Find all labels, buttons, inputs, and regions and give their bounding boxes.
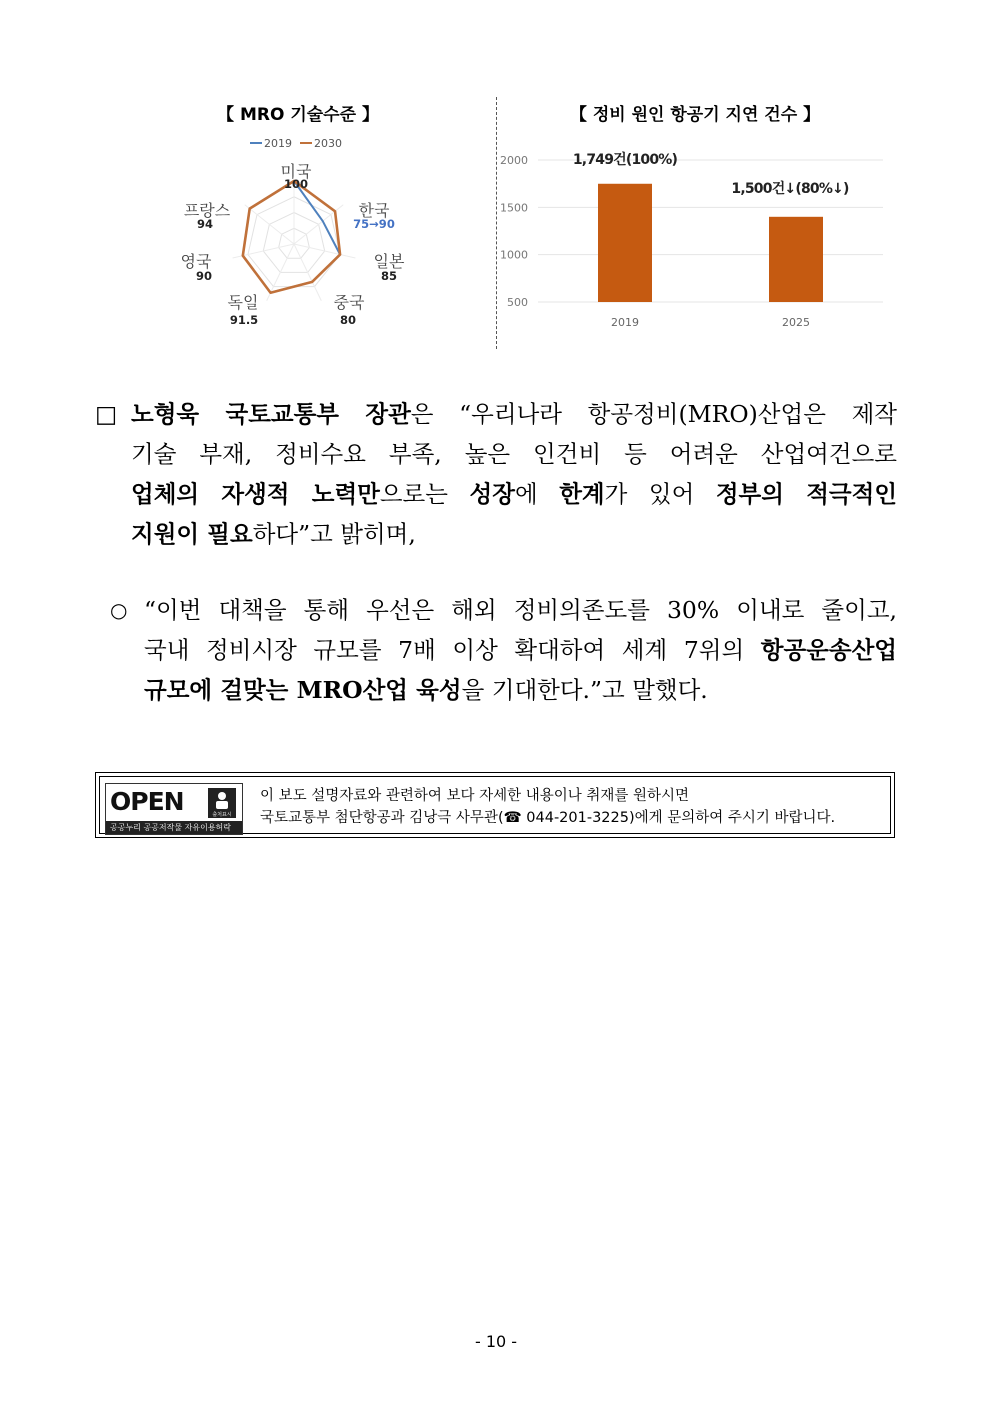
bar-2019 [598, 184, 652, 302]
y-tick-label: 1000 [500, 248, 528, 262]
p1-text: 으로는 [379, 480, 470, 508]
p1-bold-effort: 업체의 자생적 노력만 [131, 480, 380, 508]
p1-text: 가 있어 [604, 480, 716, 508]
x-tick-label-2019: 2019 [611, 316, 639, 329]
radar-value-label-4: 91.5 [229, 313, 259, 327]
bar-2025 [769, 217, 823, 302]
p2-line3-text: 을 기대한다.”고 말했다. [461, 676, 708, 704]
kogl-open-text: OPEN [110, 787, 184, 816]
radar-value-label-2: 85 [380, 269, 398, 283]
svg-text:출처표시: 출처표시 [212, 812, 232, 818]
kogl-license-bar: 공공누리 공공저작물 자유이용허락 [106, 821, 242, 834]
attribution-person-icon [208, 788, 236, 818]
p1-bold-growth: 성장 [469, 480, 515, 508]
bar-data-label-2025: 1,500건↓(80%↓) [731, 180, 849, 197]
contact-notice-box [95, 772, 895, 838]
radar-chart [170, 128, 430, 343]
notice-text [260, 785, 835, 829]
y-tick-label: 1500 [500, 201, 528, 215]
radar-axis-label-5: 영국 [180, 252, 212, 271]
radar-value-label-6: 94 [196, 217, 214, 231]
bar-data-label-2019: 1,749건(100%) [572, 151, 678, 168]
radar-axis-label-6: 프랑스 [183, 201, 231, 220]
bar-chart [498, 140, 890, 340]
radar-legend [250, 137, 342, 150]
radar-axis-label-3: 중국 [333, 293, 365, 312]
radar-axis-label-4: 독일 [227, 293, 259, 312]
radar-axis-label-1: 한국 [358, 201, 390, 220]
x-tick-label-2025: 2025 [782, 316, 810, 329]
legend-label-2030: 2030 [314, 137, 342, 150]
p1-bold-government: 정부의 적극적인 [715, 480, 898, 508]
kogl-open-logo [105, 783, 243, 835]
radar-value-label-1: 75→90 [353, 217, 395, 231]
radar-value-label-0: 100 [283, 177, 309, 191]
p2-bold-industry: 항공운송산업 [760, 636, 897, 664]
notice-inner-border [99, 776, 891, 834]
p1-bold-limit: 한계 [559, 480, 605, 508]
legend-label-2019: 2019 [264, 137, 292, 150]
radar-value-label-3: 80 [339, 313, 357, 327]
figure-divider [496, 97, 497, 349]
radar-axis-label-0: 미국 [280, 162, 312, 181]
p1-bold-support: 지원이 필요 [131, 520, 253, 548]
radar-chart-title: 【 MRO 기술수준 】 [217, 105, 379, 125]
circle-bullet: ○ [110, 598, 128, 622]
p1-line4-text: 하다”고 밝히며, [252, 520, 416, 548]
radar-value-label-5: 90 [195, 269, 213, 283]
p1-line2-text: 기술 부재, 정비수요 부족, 높은 인건비 등 어려운 산업여건으로 [131, 440, 897, 468]
p2-line2-text: 국내 정비시장 규모를 7배 이상 확대하여 세계 7위의 [144, 636, 761, 664]
page-number: - 10 - [474, 1332, 518, 1351]
y-tick-label: 2000 [500, 154, 528, 167]
p2-line1-text: “이번 대책을 통해 우선은 해외 정비의존도를 30% 이내로 줄이고, [144, 596, 897, 624]
square-bullet: □ [95, 400, 118, 428]
p2-bold-mro: 규모에 걸맞는 MRO산업 육성 [144, 676, 462, 704]
notice-line-2: 국토교통부 첨단항공과 김낭극 사무관(☎ 044-201-3225)에게 문의하여 주시기 바랍니다. [260, 810, 836, 826]
radar-axis-label-2: 일본 [373, 252, 405, 271]
notice-line-1: 이 보도 설명자료와 관련하여 보다 자세한 내용이나 취재를 원하시면 [260, 788, 690, 804]
y-tick-label: 500 [507, 296, 528, 309]
bar-chart-title: 【 정비 원인 항공기 지연 건수 】 [569, 105, 821, 125]
p1-line1-text: 은 “우리나라 항공정비(MRO)산업은 제작 [410, 400, 897, 428]
minister-name: 노형욱 국토교통부 장관 [131, 400, 411, 428]
p1-text: 에 [514, 480, 560, 508]
